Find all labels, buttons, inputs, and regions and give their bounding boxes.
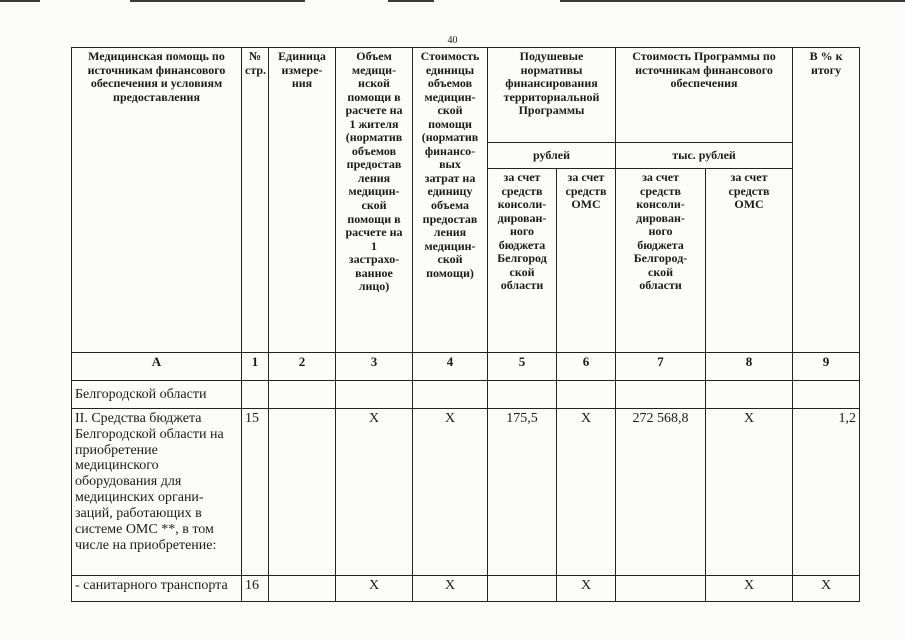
cell-oms-per-capita: X [557, 409, 616, 576]
column-number: 3 [336, 353, 413, 381]
header-per-capita-group: Подушевые нормативы финансирования территориальной Программы [488, 48, 616, 143]
top-rule-segment [388, 0, 434, 2]
column-number-row [72, 353, 860, 381]
cell-budget-cost [616, 576, 706, 602]
cell-line-number: 16 [242, 576, 269, 602]
row-label: Белгородской области [72, 381, 242, 409]
cell-percent-total: 1,2 [793, 409, 860, 576]
header-unit-cost: Стоимость единицы объемов медицин- ской помощи (норматив финансо- вых затрат на единицу объема предостав ления медицин- ской помощи) [413, 48, 488, 353]
cell-budget-per-capita: 175,5 [488, 409, 557, 576]
header-row-1 [72, 48, 860, 143]
header-medical-care: Медицинская помощь по источникам финансового обеспечения и условиям предоставления [72, 48, 242, 353]
page-number: 40 [447, 35, 458, 46]
cell-unit-cost: X [413, 409, 488, 576]
cell-budget-cost [616, 381, 706, 409]
table-row [72, 381, 860, 409]
top-rule-segment [130, 0, 305, 2]
cell-percent-total: X [793, 576, 860, 602]
column-number: 5 [488, 353, 557, 381]
cell-budget-per-capita [488, 576, 557, 602]
cell-percent-total [793, 381, 860, 409]
column-number: 9 [793, 353, 860, 381]
cell-oms-cost: X [706, 576, 793, 602]
table-row [72, 409, 860, 576]
cell-volume-norm: X [336, 576, 413, 602]
cell-oms-cost: X [706, 409, 793, 576]
header-oms-per-capita: за счет средств ОМС [557, 169, 616, 353]
header-percent-total: В % к итогу [793, 48, 860, 353]
header-budget-per-capita: за счет средств консоли- дирован- ного бюджета Белгород ской области [488, 169, 557, 353]
header-unit: Единица измере- ния [269, 48, 336, 353]
cell-unit-cost: X [413, 576, 488, 602]
column-number: 8 [706, 353, 793, 381]
column-number: А [72, 353, 242, 381]
row-label: - санитарного транспорта [72, 576, 242, 602]
column-number: 2 [269, 353, 336, 381]
cell-oms-cost [706, 381, 793, 409]
column-number: 6 [557, 353, 616, 381]
cell-unit [269, 381, 336, 409]
header-oms-cost: за счет средств ОМС [706, 169, 793, 353]
cell-oms-per-capita: X [557, 576, 616, 602]
top-rule-left [0, 0, 40, 2]
column-number: 7 [616, 353, 706, 381]
cell-line-number: 15 [242, 409, 269, 576]
header-program-cost-group: Стоимость Программы по источникам финансового обеспечения [616, 48, 793, 143]
header-unit-rubles: рублей [488, 143, 616, 169]
cell-oms-per-capita [557, 381, 616, 409]
header-budget-cost: за счет средств консоли- дирован- ного бюджета Белгород- ской области [616, 169, 706, 353]
header-unit-thousand-rubles: тыс. рублей [616, 143, 793, 169]
top-rule-right [560, 0, 905, 2]
column-number: 1 [242, 353, 269, 381]
cell-volume-norm: X [336, 409, 413, 576]
cell-budget-cost: 272 568,8 [616, 409, 706, 576]
cell-unit-cost [413, 381, 488, 409]
cell-unit [269, 576, 336, 602]
table-row [72, 576, 860, 602]
header-volume-norm: Объем медици- нской помощи в расчете на 1 жителя (норматив объемов предостав ления медицин- ской помощи в расчете на 1 застрахо- ванное лицо) [336, 48, 413, 353]
cell-line-number [242, 381, 269, 409]
cell-budget-per-capita [488, 381, 557, 409]
program-cost-table [71, 47, 860, 602]
row-label: II. Средства бюджета Белгородской области на приобретение медицинского оборудования для медицинских органи-заций, работающих в системе ОМС **, в том числе на приобретение: [72, 409, 242, 576]
column-number: 4 [413, 353, 488, 381]
header-line-number: № стр. [242, 48, 269, 353]
cell-volume-norm [336, 381, 413, 409]
cell-unit [269, 409, 336, 576]
